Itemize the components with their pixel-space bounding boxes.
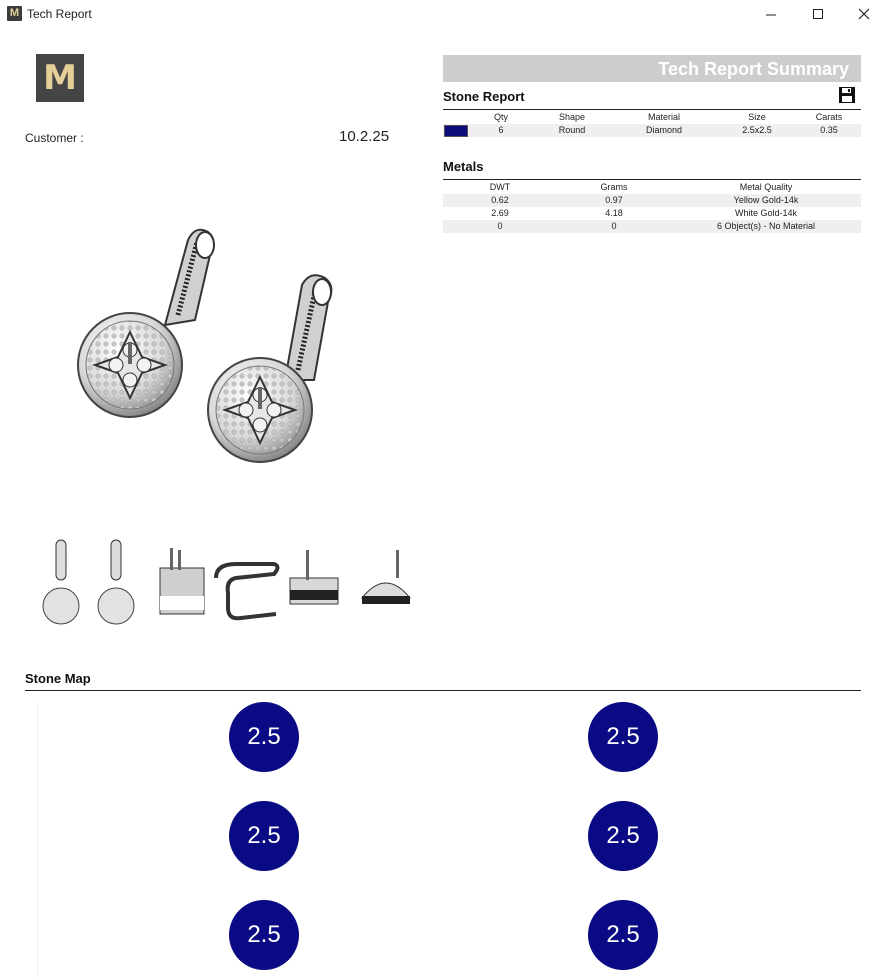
table-row [443, 194, 861, 207]
metals-rule [443, 179, 861, 180]
stone-marker[interactable]: 2.5 [588, 801, 658, 871]
table-cell: White Gold-14k [734, 208, 798, 218]
close-button[interactable] [841, 0, 881, 28]
table-cell: 0.35 [797, 124, 861, 137]
table-row [443, 220, 861, 233]
metals-title: Metals [443, 159, 484, 174]
company-logo [36, 54, 84, 102]
stone-marker[interactable]: 2.5 [229, 900, 299, 970]
thumbnail-profile[interactable] [290, 550, 338, 604]
summary-title: Tech Report Summary [658, 59, 849, 79]
save-icon[interactable] [838, 86, 856, 104]
app-icon: M [7, 6, 22, 21]
customer-label: Customer : [25, 131, 84, 145]
title-bar [0, 0, 881, 28]
stone-report-rule [443, 109, 861, 110]
stone-marker[interactable]: 2.5 [588, 702, 658, 772]
window-title: Tech Report [27, 7, 92, 21]
column-header: Carats [815, 112, 843, 122]
product-render-image [70, 220, 360, 480]
thumbnail-top[interactable] [362, 550, 410, 604]
summary-banner [443, 55, 861, 82]
swatch-header [443, 111, 469, 124]
swatch-cell [443, 124, 469, 137]
stone-map-rule [25, 690, 861, 691]
stone-report-table [443, 111, 861, 137]
table-header-row [443, 111, 861, 124]
minimize-icon [766, 9, 777, 20]
table-row [443, 124, 861, 137]
thumbnail-views [36, 538, 416, 634]
table-header-row [443, 181, 861, 194]
stone-report-title: Stone Report [443, 89, 525, 104]
table-cell: 0.97 [557, 194, 671, 207]
minimize-button[interactable] [748, 0, 794, 28]
table-cell: 2.5x2.5 [717, 124, 797, 137]
table-cell: 0 [443, 220, 557, 233]
table-cell: 6 Object(s) - No Material [671, 220, 861, 233]
logo-letter: M [43, 58, 77, 98]
table-cell: 6 [469, 124, 533, 137]
maximize-button[interactable] [795, 0, 841, 28]
table-cell: 2.69 [491, 208, 509, 218]
maximize-icon [813, 9, 824, 20]
report-date: 10.2.25 [339, 128, 390, 145]
thumbnail-front[interactable] [43, 540, 134, 624]
table-cell: 0.62 [443, 194, 557, 207]
column-header: Qty [493, 112, 508, 122]
stone-map-area [37, 702, 862, 978]
column-header: Material [647, 112, 680, 122]
column-header: DWT [489, 182, 511, 192]
stone-marker[interactable]: 2.5 [229, 801, 299, 871]
metals-table [443, 181, 861, 233]
column-header: Shape [558, 112, 586, 122]
stone-marker[interactable]: 2.5 [229, 702, 299, 772]
column-header: Metal Quality [739, 182, 793, 192]
table-cell: Yellow Gold-14k [671, 194, 861, 207]
stone-marker[interactable]: 2.5 [588, 900, 658, 970]
close-icon [858, 8, 870, 20]
table-cell: Round [533, 124, 611, 137]
table-row [443, 207, 861, 220]
table-cell: 4.18 [605, 208, 623, 218]
table-cell: Diamond [611, 124, 717, 137]
stone-color-swatch [444, 125, 468, 137]
column-header: Grams [600, 182, 628, 192]
thumbnail-side[interactable] [160, 548, 278, 618]
column-header: Size [748, 112, 766, 122]
stone-map-title: Stone Map [25, 671, 91, 686]
table-cell: 0 [557, 220, 671, 233]
